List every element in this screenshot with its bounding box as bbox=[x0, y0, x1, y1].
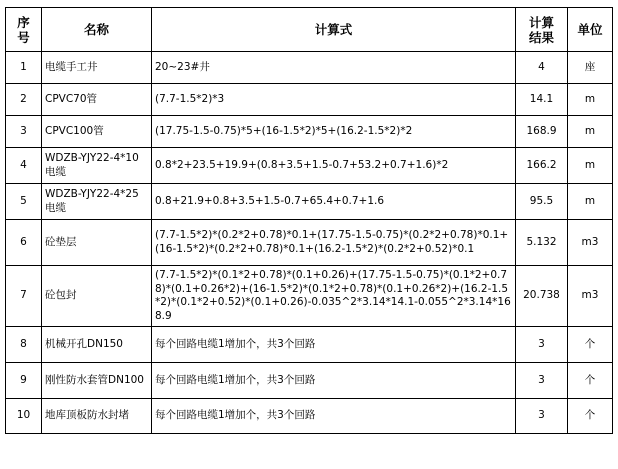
row-unit: m bbox=[568, 116, 613, 148]
table-row bbox=[6, 327, 613, 363]
header-no: 序号 bbox=[6, 8, 42, 52]
row-unit: m bbox=[568, 84, 613, 116]
row-formula: (17.75-1.5-0.75)*5+(16-1.5*2)*5+(16.2-1.5*2)*2 bbox=[152, 116, 516, 148]
row-formula: (7.7-1.5*2)*(0.1*2+0.78)*(0.1+0.26)+(17.75-1.5-0.75)*(0.1*2+0.78)*(0.1+0.26*2)+(16-1.5*2)*(0.1*2+0.78)*(0.1+0.26*2)+(16.2-1.5*2)*(0.1*2+0.52)*(0.1+0.26)-0.035^2*3.14*14.1-0.055^2*3.14*168.9 bbox=[152, 266, 516, 327]
row-no: 7 bbox=[6, 266, 42, 327]
table-row bbox=[6, 363, 613, 399]
header-result: 计算结果 bbox=[516, 8, 568, 52]
table-row bbox=[6, 184, 613, 220]
table-row bbox=[6, 148, 613, 184]
row-name: 砼垫层 bbox=[42, 220, 152, 266]
row-formula: 每个回路电缆1增加个，共3个回路 bbox=[152, 399, 516, 434]
row-formula: 20~23#井 bbox=[152, 52, 516, 84]
row-result: 3 bbox=[516, 327, 568, 363]
row-name: WDZB-YJY22-4*10电缆 bbox=[42, 148, 152, 184]
row-unit: m bbox=[568, 184, 613, 220]
row-result: 166.2 bbox=[516, 148, 568, 184]
header-unit: 单位 bbox=[568, 8, 613, 52]
table-header-row bbox=[6, 8, 613, 52]
row-no: 3 bbox=[6, 116, 42, 148]
table-row bbox=[6, 399, 613, 434]
row-unit: m bbox=[568, 148, 613, 184]
row-result: 168.9 bbox=[516, 116, 568, 148]
row-no: 8 bbox=[6, 327, 42, 363]
row-no: 4 bbox=[6, 148, 42, 184]
row-no: 9 bbox=[6, 363, 42, 399]
row-result: 14.1 bbox=[516, 84, 568, 116]
row-result: 5.132 bbox=[516, 220, 568, 266]
row-result: 3 bbox=[516, 363, 568, 399]
row-unit: m3 bbox=[568, 220, 613, 266]
table-row bbox=[6, 116, 613, 148]
row-name: WDZB-YJY22-4*25电缆 bbox=[42, 184, 152, 220]
row-formula: 每个回路电缆1增加个，共3个回路 bbox=[152, 327, 516, 363]
header-name: 名称 bbox=[42, 8, 152, 52]
row-name: 电缆手工井 bbox=[42, 52, 152, 84]
row-formula: 每个回路电缆1增加个，共3个回路 bbox=[152, 363, 516, 399]
row-unit: 个 bbox=[568, 399, 613, 434]
calculation-table bbox=[5, 7, 613, 434]
row-no: 5 bbox=[6, 184, 42, 220]
row-name: CPVC70管 bbox=[42, 84, 152, 116]
table-row bbox=[6, 52, 613, 84]
row-no: 2 bbox=[6, 84, 42, 116]
row-formula: (7.7-1.5*2)*(0.2*2+0.78)*0.1+(17.75-1.5-0.75)*(0.2*2+0.78)*0.1+(16-1.5*2)*(0.2*2+0.78)*0.1+(16.2-1.5*2)*(0.2*2+0.52)*0.1 bbox=[152, 220, 516, 266]
row-result: 95.5 bbox=[516, 184, 568, 220]
row-name: 机械开孔DN150 bbox=[42, 327, 152, 363]
row-unit: 座 bbox=[568, 52, 613, 84]
row-unit: m3 bbox=[568, 266, 613, 327]
row-unit: 个 bbox=[568, 363, 613, 399]
table-row bbox=[6, 266, 613, 327]
table-row bbox=[6, 220, 613, 266]
row-no: 6 bbox=[6, 220, 42, 266]
row-unit: 个 bbox=[568, 327, 613, 363]
row-name: 刚性防水套管DN100 bbox=[42, 363, 152, 399]
row-result: 4 bbox=[516, 52, 568, 84]
row-no: 1 bbox=[6, 52, 42, 84]
row-formula: (7.7-1.5*2)*3 bbox=[152, 84, 516, 116]
table-row bbox=[6, 84, 613, 116]
row-formula: 0.8+21.9+0.8+3.5+1.5-0.7+65.4+0.7+1.6 bbox=[152, 184, 516, 220]
row-name: CPVC100管 bbox=[42, 116, 152, 148]
header-formula: 计算式 bbox=[152, 8, 516, 52]
row-no: 10 bbox=[6, 399, 42, 434]
row-formula: 0.8*2+23.5+19.9+(0.8+3.5+1.5-0.7+53.2+0.7+1.6)*2 bbox=[152, 148, 516, 184]
row-result: 20.738 bbox=[516, 266, 568, 327]
row-name: 地库顶板防水封堵 bbox=[42, 399, 152, 434]
row-name: 砼包封 bbox=[42, 266, 152, 327]
row-result: 3 bbox=[516, 399, 568, 434]
